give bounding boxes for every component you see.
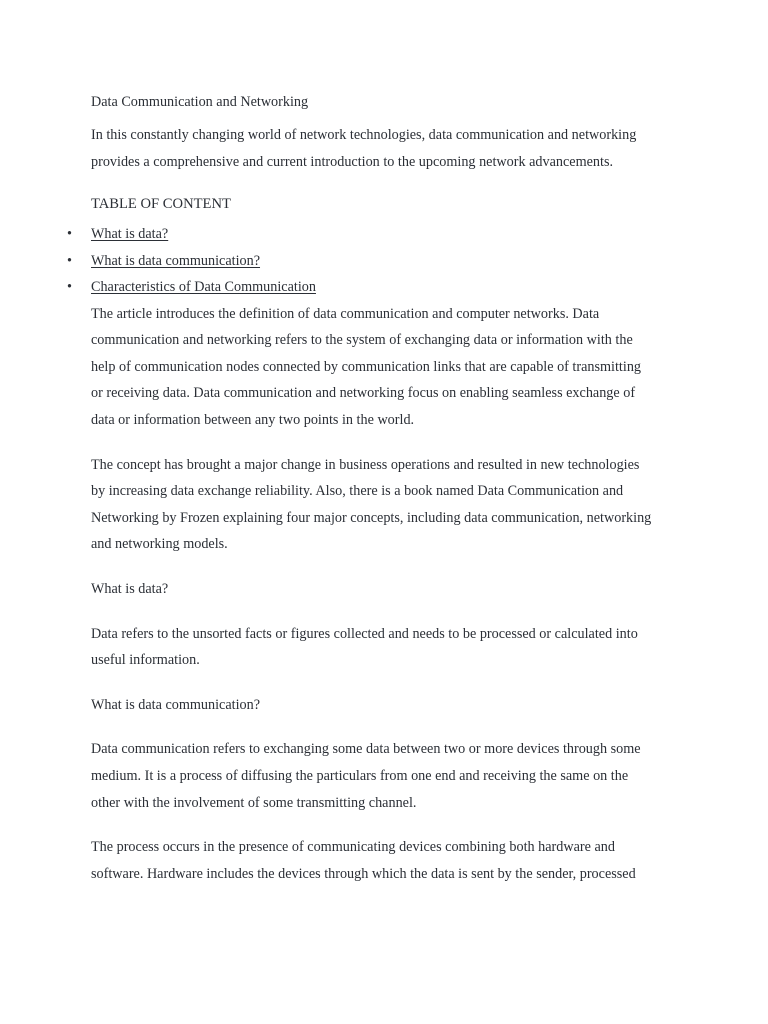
- paragraph-process: [91, 834, 691, 887]
- toc-link-what-is-data[interactable]: What is data?: [91, 226, 169, 243]
- section-heading-what-is-data: What is data?: [91, 581, 169, 598]
- paragraph-line: Data communication refers to exchanging some data between two or more devices through some: [91, 741, 641, 758]
- paragraph-article-intro: [91, 301, 691, 434]
- paragraph-line: or receiving data. Data communication and networking focus on enabling seamless exchange of: [91, 385, 636, 402]
- paragraph-concept: [91, 452, 691, 558]
- paragraph-line: The concept has brought a major change in business operations and resulted in new technologies: [91, 456, 640, 473]
- paragraph-data-definition: [91, 621, 691, 674]
- toc-item-what-is-data: [91, 221, 691, 248]
- paragraph-communication-definition: [91, 736, 691, 816]
- section-heading-what-is-data-communication: What is data communication?: [91, 696, 261, 713]
- toc-item-characteristics: [91, 274, 691, 301]
- paragraph-line: by increasing data exchange reliability. Also, there is a book named Data Communication and: [91, 483, 624, 500]
- intro-line: In this constantly changing world of network technologies, data communication and networking: [91, 127, 637, 143]
- paragraph-line: other with the involvement of some transmitting channel.: [91, 794, 417, 811]
- paragraph-line: help of communication nodes connected by communication links that are capable of transmitting: [91, 358, 642, 375]
- toc-link-characteristics[interactable]: Characteristics of Data Communication: [91, 279, 316, 296]
- paragraph-line: software. Hardware includes the devices through which the data is sent by the sender, processed: [91, 865, 636, 882]
- paragraph-line: data or information between any two points in the world.: [91, 412, 415, 429]
- document-body: [91, 92, 691, 905]
- paragraph-line: The article introduces the definition of data communication and computer networks. Data: [91, 305, 600, 322]
- paragraph-line: The process occurs in the presence of communicating devices combining both hardware and: [91, 839, 615, 856]
- intro-paragraph: [91, 122, 691, 175]
- toc-link-what-is-data-communication[interactable]: What is data communication?: [91, 252, 261, 269]
- paragraph-line: Data refers to the unsorted facts or figures collected and needs to be processed or calculated into: [91, 625, 638, 642]
- table-of-contents: [91, 221, 691, 301]
- document-title: Data Communication and Networking: [91, 94, 309, 110]
- toc-item-what-is-data-communication: [91, 248, 691, 275]
- intro-line: provides a comprehensive and current introduction to the upcoming network advancements.: [91, 153, 614, 170]
- toc-heading: TABLE OF CONTENT: [91, 196, 231, 213]
- paragraph-line: communication and networking refers to the system of exchanging data or information with the: [91, 332, 633, 349]
- paragraph-line: medium. It is a process of diffusing the particulars from one end and receiving the same on the: [91, 768, 629, 784]
- paragraph-line: Networking by Frozen explaining four major concepts, including data communication, networking: [91, 509, 652, 526]
- paragraph-line: useful information.: [91, 652, 200, 669]
- paragraph-line: and networking models.: [91, 536, 228, 553]
